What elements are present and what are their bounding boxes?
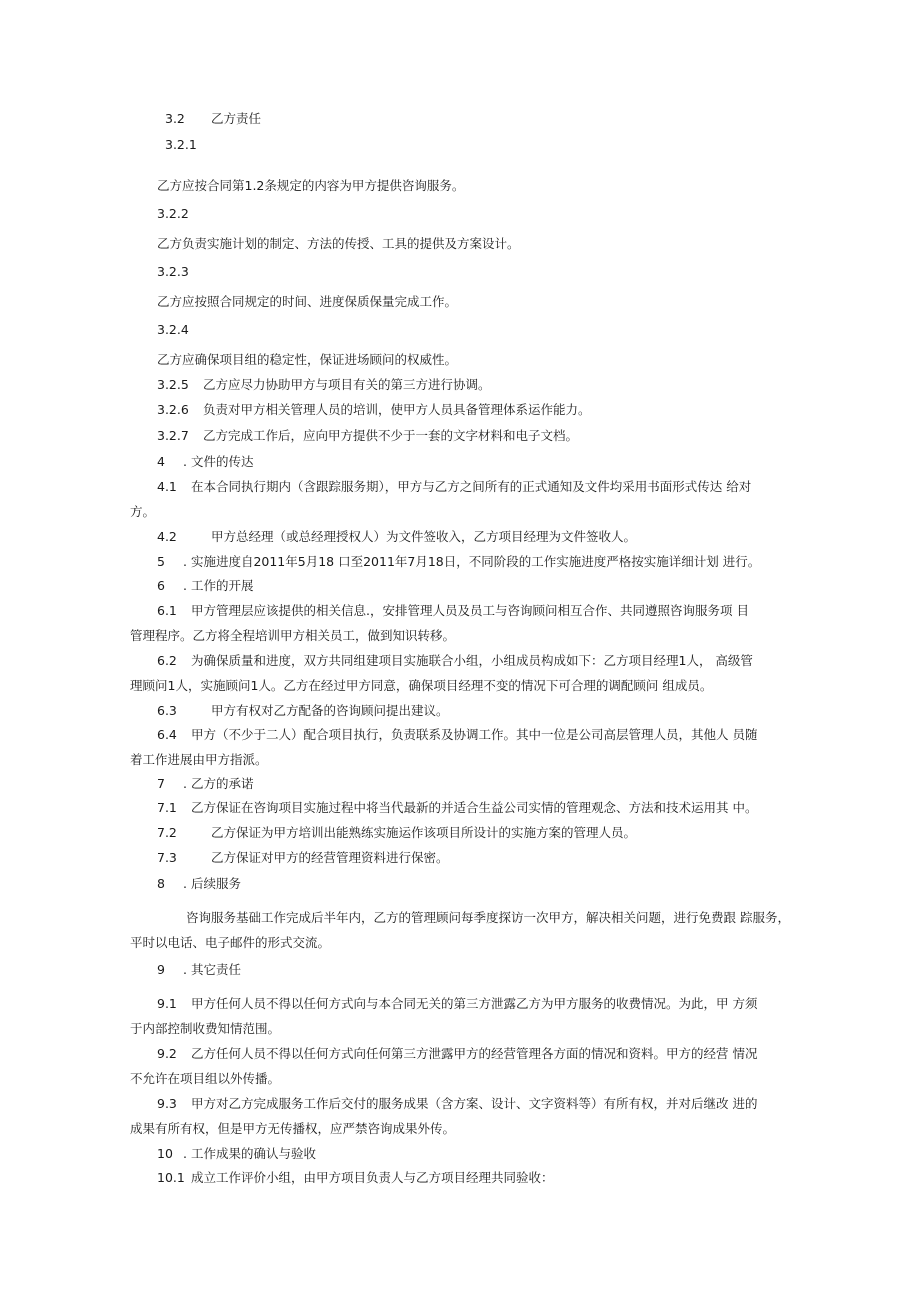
section-number: 3.2.7: [157, 428, 189, 443]
section-number: 5: [157, 554, 165, 569]
section-3-2-7: [157, 428, 578, 444]
section-3-2-2-number: 3.2.2: [157, 206, 189, 221]
section-3-2-5: [157, 377, 491, 393]
section-8-heading: [157, 876, 241, 892]
section-title: . 工作的开展: [183, 578, 254, 593]
section-8-line-2: 平时以电话、电子邮件的形式交流。: [130, 935, 331, 950]
section-number: 4.2: [157, 529, 177, 544]
section-text: 在本合同执行期内（含跟踪服务期），甲方与乙方之间所有的正式通知及文件均采用书面形式传达 给对: [191, 479, 752, 494]
section-number: 6.3: [157, 703, 177, 718]
section-number: 7.2: [157, 825, 177, 840]
section-3-2-1-number: 3.2.1: [165, 137, 197, 152]
section-number: 4: [157, 454, 165, 469]
section-9-1-line-2: 于内部控制收费知情范围。: [130, 1021, 281, 1036]
section-6-2-line-2: 理顾问1人，实施顾问1人。乙方在经过甲方同意，确保项目经理不变的情况下可合理的调配顾问 组成员。: [130, 678, 713, 693]
section-8-line-1: 咨询服务基础工作完成后半年内，乙方的管理顾问每季度探访一次甲方，解决相关问题，进行免费跟 踪服务，: [186, 910, 790, 925]
section-title: . 后续服务: [183, 876, 241, 891]
section-3-2-3-text: 乙方应按照合同规定的时间、进度保质保量完成工作。: [157, 294, 458, 309]
section-text: 乙方完成工作后，应向甲方提供不少于一套的文字材料和电子文档。: [203, 428, 579, 443]
section-number: 4.1: [157, 479, 177, 494]
section-4-heading: [157, 454, 253, 470]
section-number: 10.1: [157, 1170, 185, 1185]
section-3-2-4-text: 乙方应确保项目组的稳定性，保证进场顾问的权威性。: [157, 352, 458, 367]
section-text: 乙方保证在咨询项目实施过程中将当代最新的并适合生益公司实情的管理观念、方法和技术运用其 中。: [191, 800, 758, 815]
section-number: 3.2: [165, 111, 185, 126]
section-text: 乙方保证对甲方的经营管理资料进行保密。: [211, 850, 449, 865]
section-9-2-line-1: [157, 1046, 757, 1062]
section-6-1-line-2: 管理程序。乙方将全程培训甲方相关员工，做到知识转移。: [130, 628, 456, 643]
section-number: 7.1: [157, 800, 177, 815]
section-4-2: [157, 529, 636, 545]
section-text: 甲方有权对乙方配备的咨询顾问提出建议。: [211, 703, 449, 718]
section-text: 甲方对乙方完成服务工作后交付的服务成果（含方案、设计、文字资料等）有所有权，并对后继改 进的: [191, 1096, 758, 1111]
section-text: 甲方总经理（或总经理授权人）为文件签收入，乙方项目经理为文件签收人。: [211, 529, 637, 544]
section-number: 6.4: [157, 727, 177, 742]
section-title: . 其它责任: [183, 962, 241, 977]
section-4-1-line-1: [157, 479, 751, 495]
section-number: 9: [157, 962, 165, 977]
section-text: 甲方（不少于二人）配合项目执行，负责联系及协调工作。其中一位是公司高层管理人员，其他人 员随: [191, 727, 758, 742]
section-number: 6: [157, 578, 165, 593]
section-number: 3.2.6: [157, 402, 189, 417]
section-4-1-line-2: 方。: [130, 504, 156, 519]
section-3-2-6: [157, 402, 591, 418]
section-text: 为确保质量和进度，双方共同组建项目实施联合小组，小组成员构成如下：乙方项目经理1人， 高级管: [191, 653, 753, 668]
section-text: 乙方任何人员不得以任何方式向任何第三方泄露甲方的经营管理各方面的情况和资料。甲方的经营 情况: [191, 1046, 758, 1061]
section-10-heading: [157, 1146, 316, 1162]
section-3-2-3-number: 3.2.3: [157, 264, 189, 279]
section-7-2: [157, 825, 636, 841]
section-9-1-line-1: [157, 996, 757, 1012]
section-6-1-line-1: [157, 603, 749, 619]
section-number: 10: [157, 1146, 173, 1161]
section-5: [157, 554, 760, 570]
section-number: 8: [157, 876, 165, 891]
section-number: 9.2: [157, 1046, 177, 1061]
section-9-heading: [157, 962, 241, 978]
section-number: 9.1: [157, 996, 177, 1011]
section-number: 6.1: [157, 603, 177, 618]
section-number: 3.2.5: [157, 377, 189, 392]
section-number: 6.2: [157, 653, 177, 668]
section-3-2-heading: [165, 111, 261, 127]
section-7-3: [157, 850, 449, 866]
section-number: 7.3: [157, 850, 177, 865]
section-text: 甲方管理层应该提供的相关信息.，安排管理人员及员工与咨询顾问相互合作、共同遵照咨询服务项 目: [191, 603, 749, 618]
section-6-3: [157, 703, 449, 719]
section-title: 乙方责任: [211, 111, 262, 126]
section-3-2-4-number: 3.2.4: [157, 322, 189, 337]
section-text: 乙方保证为甲方培训出能熟练实施运作该项目所设计的实施方案的管理人员。: [211, 825, 637, 840]
section-text: 负责对甲方相关管理人员的培训，使甲方人员具备管理体系运作能力。: [203, 402, 591, 417]
section-6-heading: [157, 578, 253, 594]
section-9-3-line-2: 成果有所有权，但是甲方无传播权，应严禁咨询成果外传。: [130, 1121, 456, 1136]
section-text: 甲方任何人员不得以任何方式向与本合同无关的第三方泄露乙方为甲方服务的收费情况。为此，甲 方须: [191, 996, 758, 1011]
section-title: . 文件的传达: [183, 454, 254, 469]
section-title: . 乙方的承诺: [183, 776, 254, 791]
section-3-2-1-text: 乙方应按合同第1.2条规定的内容为甲方提供咨询服务。: [157, 178, 465, 193]
section-10-1: [157, 1170, 554, 1186]
section-text: 成立工作评价小组，由甲方项目负责人与乙方项目经理共同验收：: [191, 1170, 554, 1185]
section-6-4-line-2: 着工作进展由甲方指派。: [130, 752, 268, 767]
section-9-2-line-2: 不允许在项目组以外传播。: [130, 1071, 281, 1086]
section-9-3-line-1: [157, 1096, 757, 1112]
section-title: . 工作成果的确认与验收: [183, 1146, 316, 1161]
section-number: 9.3: [157, 1096, 177, 1111]
section-text: 乙方应尽力协助甲方与项目有关的第三方进行协调。: [203, 377, 491, 392]
section-number: 7: [157, 776, 165, 791]
section-7-1: [157, 800, 757, 816]
section-6-2-line-1: [157, 653, 753, 669]
section-3-2-2-text: 乙方负责实施计划的制定、方法的传授、工具的提供及方案设计。: [157, 236, 520, 251]
section-6-4-line-1: [157, 727, 757, 743]
section-7-heading: [157, 776, 253, 792]
section-text: . 实施进度自2011年5月18 口至2011年7月18日，不同阶段的工作实施进度严格按实施详细计划 进行。: [183, 554, 761, 569]
